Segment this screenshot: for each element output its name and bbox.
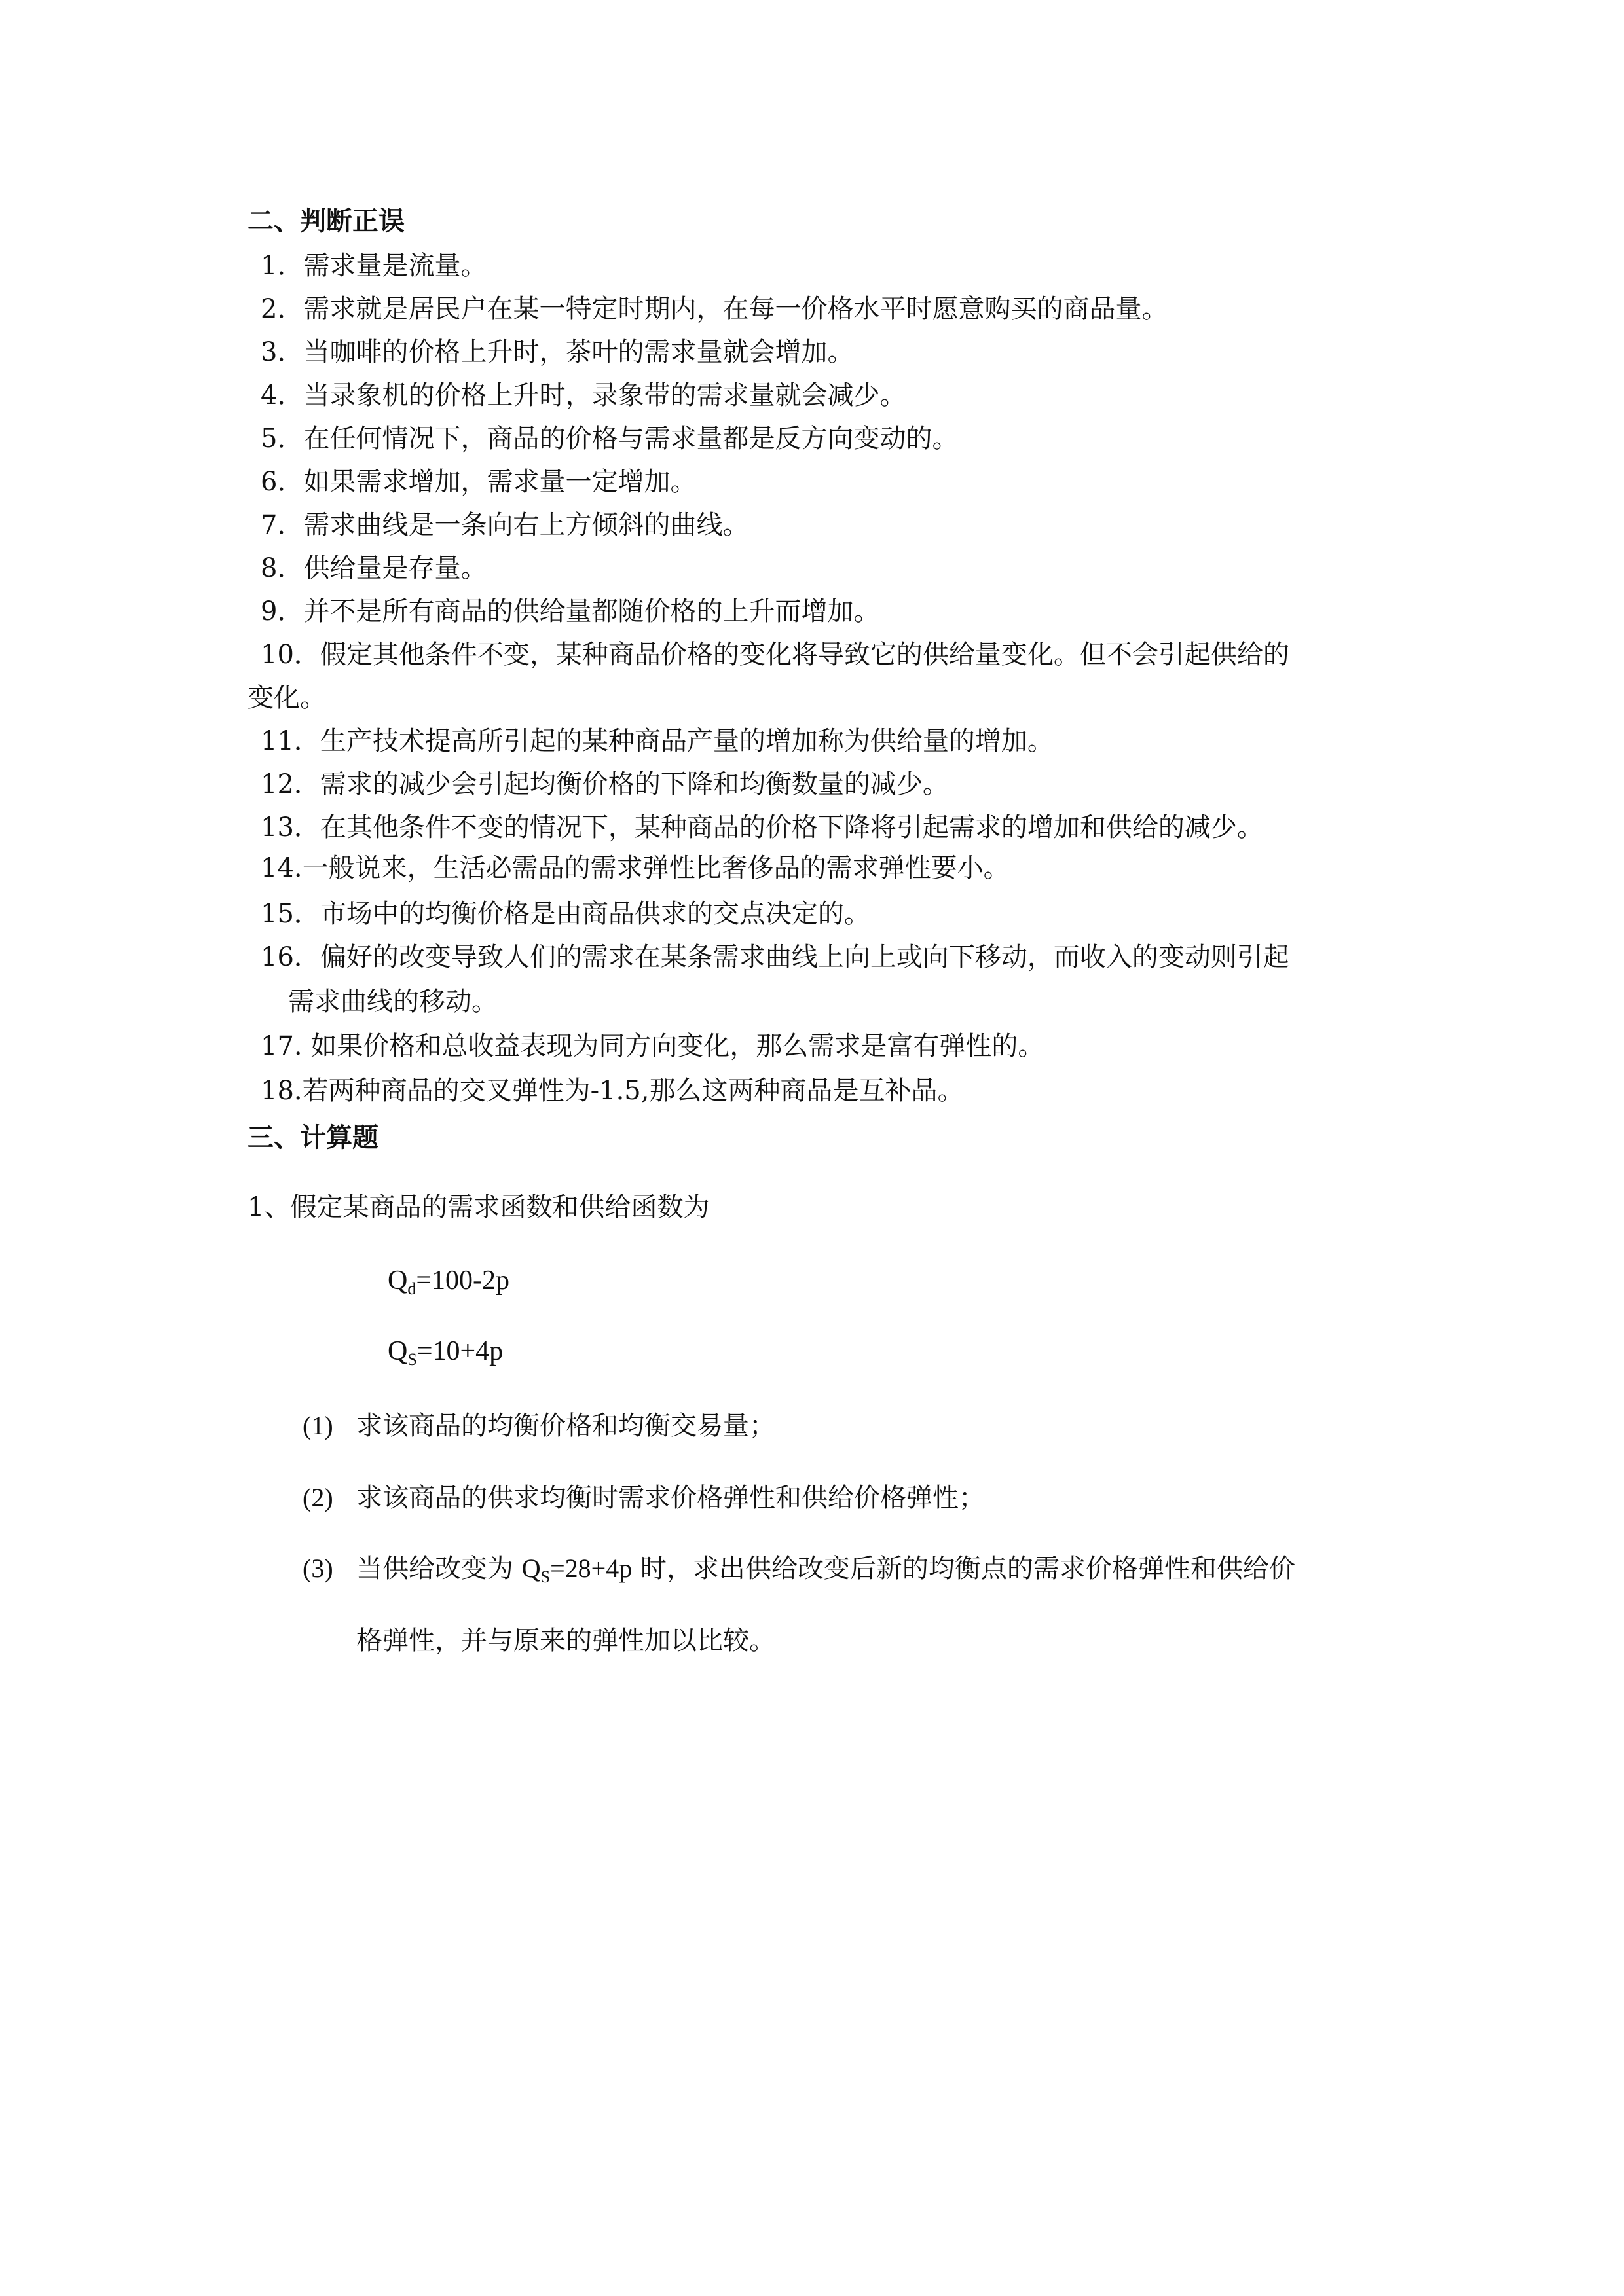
sub-question-3-formula-rest: =28+4p — [550, 1554, 633, 1583]
sub-question-1 — [303, 1409, 775, 1443]
supply-formula-rest: =10+4p — [416, 1336, 504, 1366]
question-item-13: 13．在其他条件不变的情况下，某种商品的价格下降将引起需求的增加和供给的减少。 — [261, 812, 1263, 843]
sub-question-3-q-subscript: S — [540, 1567, 551, 1586]
sub-question-2-number: (2) — [303, 1483, 333, 1512]
supply-function — [388, 1334, 503, 1368]
question-item-8: 8．供给量是存量。 — [261, 553, 487, 583]
sub-question-3 — [303, 1552, 1295, 1586]
calc-question-1-intro: 1、假定某商品的需求函数和供给函数为 — [248, 1192, 710, 1222]
question-item-14: 14.一般说来，生活必需品的需求弹性比奢侈品的需求弹性要小。 — [261, 853, 1010, 883]
question-item-9: 9．并不是所有商品的供给量都随价格的上升而增加。 — [261, 596, 880, 627]
section-2-heading: 二、判断正误 — [248, 206, 405, 236]
supply-q-subscript: S — [407, 1350, 417, 1369]
sub-question-2-text: 求该商品的供求均衡时需求价格弹性和供给价格弹性； — [356, 1483, 985, 1513]
question-item-6: 6．如果需求增加，需求量一定增加。 — [261, 467, 697, 497]
question-item-10: 10．假定其他条件不变，某种商品价格的变化将导致它的供给量变化。但不会引起供给的 — [261, 640, 1289, 670]
question-item-7: 7．需求曲线是一条向右上方倾斜的曲线。 — [261, 510, 749, 540]
supply-q-symbol: Q — [388, 1336, 408, 1366]
question-item-12: 12．需求的减少会引起均衡价格的下降和均衡数量的减少。 — [261, 769, 949, 799]
sub-question-3-number: (3) — [303, 1554, 333, 1583]
section-3-heading: 三、计算题 — [248, 1123, 378, 1153]
demand-formula-rest: =100-2p — [416, 1266, 510, 1296]
question-item-15: 15．市场中的均衡价格是由商品供求的交点决定的。 — [261, 899, 870, 929]
sub-question-3-q-symbol: Q — [521, 1554, 541, 1583]
question-item-1: 1．需求量是流量。 — [261, 251, 487, 281]
sub-question-1-text: 求该商品的均衡价格和均衡交易量； — [356, 1411, 775, 1441]
sub-question-3-text-after: 时，求出供给改变后新的均衡点的需求价格弹性和供给价 — [632, 1554, 1295, 1584]
question-item-2: 2．需求就是居民户在某一特定时期内，在每一价格水平时愿意购买的商品量。 — [261, 294, 1168, 324]
demand-function — [388, 1264, 509, 1298]
question-item-17: 17. 如果价格和总收益表现为同方向变化，那么需求是富有弹性的。 — [261, 1031, 1044, 1061]
sub-question-2 — [303, 1481, 985, 1515]
demand-q-symbol: Q — [388, 1266, 408, 1296]
question-item-11: 11．生产技术提高所引起的某种商品产量的增加称为供给量的增加。 — [261, 726, 1054, 756]
question-item-16-continued: 需求曲线的移动。 — [288, 987, 498, 1017]
sub-question-3-continued: 格弹性，并与原来的弹性加以比较。 — [356, 1626, 775, 1656]
question-item-16: 16．偏好的改变导致人们的需求在某条需求曲线上向上或向下移动，而收入的变动则引起 — [261, 942, 1289, 972]
question-item-18: 18.若两种商品的交叉弹性为-1.5,那么这两种商品是互补品。 — [261, 1076, 964, 1106]
question-item-4: 4．当录象机的价格上升时，录象带的需求量就会减少。 — [261, 380, 906, 410]
question-item-5: 5．在任何情况下，商品的价格与需求量都是反方向变动的。 — [261, 424, 959, 454]
demand-q-subscript: d — [407, 1279, 416, 1298]
sub-question-3-text-before: 当供给改变为 — [356, 1554, 522, 1584]
question-item-10-continued: 变化。 — [248, 683, 326, 713]
question-item-3: 3．当咖啡的价格上升时，茶叶的需求量就会增加。 — [261, 337, 854, 367]
sub-question-1-number: (1) — [303, 1411, 333, 1440]
